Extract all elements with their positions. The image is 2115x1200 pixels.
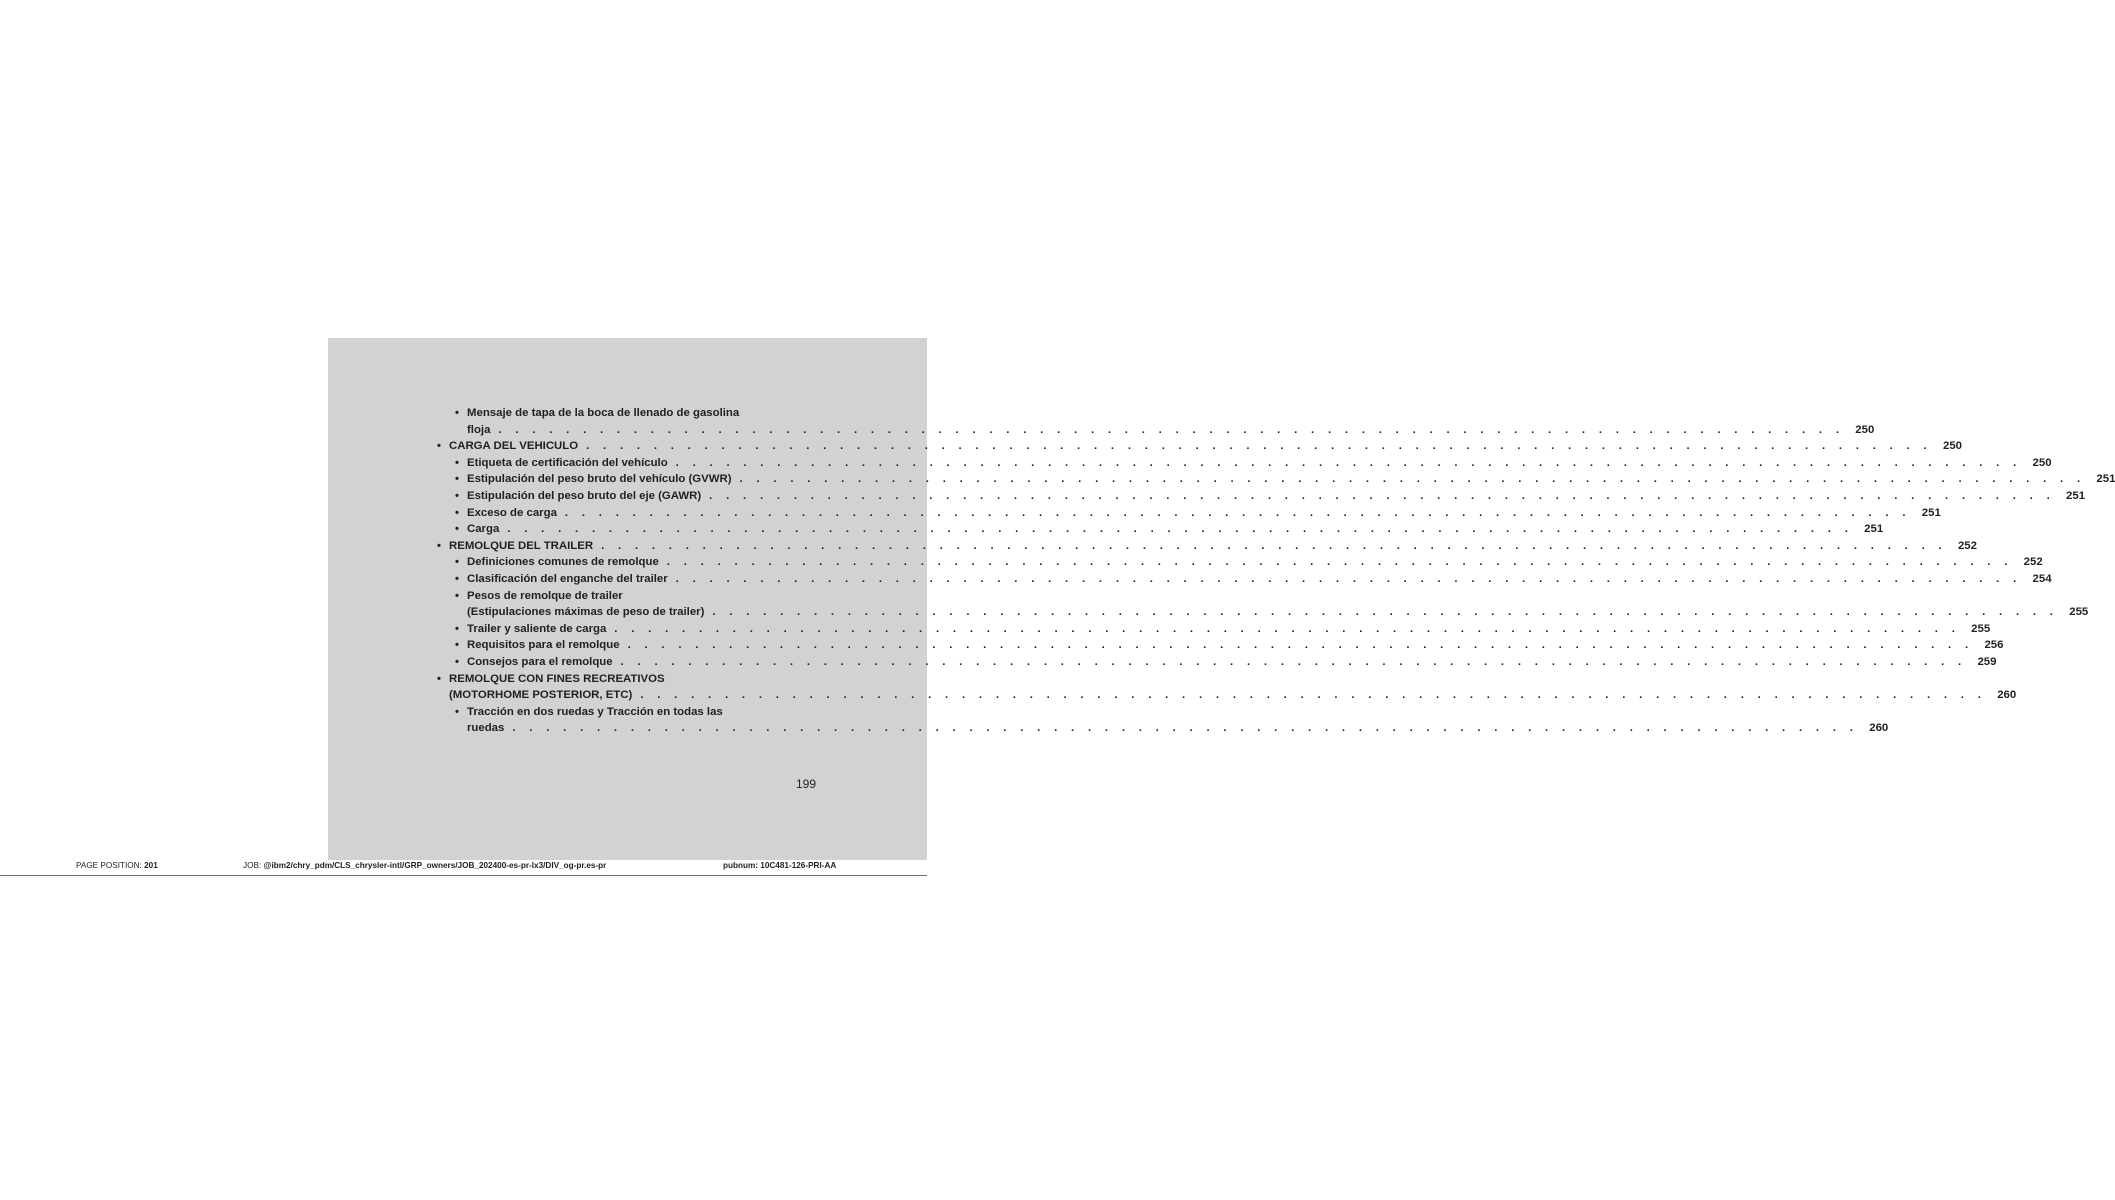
bullet-icon: • (437, 440, 441, 453)
bullet-icon: • (455, 506, 459, 519)
bullet-icon: • (455, 639, 459, 652)
toc-entry-title: Carga (467, 523, 500, 536)
toc-entry-title: Pesos de remolque de trailer (467, 589, 623, 602)
bullet-icon: • (455, 572, 459, 585)
bullet-icon: • (455, 489, 459, 502)
toc-page-number: 251 (2096, 473, 2115, 486)
toc-page-number: 252 (1957, 539, 1977, 552)
footer-job (243, 861, 606, 870)
toc-line (467, 405, 817, 422)
toc-line (467, 621, 1991, 638)
table-of-contents (437, 405, 2115, 737)
dot-leader: . . . . . . . . . . . . . . . . . . . . . . . . . . . . . . . . . . . . . . . . . . . . . . . . . . . . . . . . . . . . . . . . . . . . . . . . . . . . . . . . (666, 556, 2013, 569)
toc-line (467, 488, 2086, 505)
footer-job-value: @ibm2/chry_pdm/CLS_chrysler-intl/GRP_owners/JOB_202400-es-pr-lx3/DIV_og-pr.es-pr (263, 861, 607, 870)
toc-entry (437, 505, 1941, 522)
toc-page-number: 251 (1921, 506, 1941, 519)
toc-line (467, 554, 2043, 571)
toc-page-number: 259 (1977, 655, 1997, 668)
toc-entry (437, 637, 2004, 654)
toc-entry (437, 405, 1875, 438)
footer-pubnum (723, 861, 836, 870)
toc-line (449, 538, 1977, 555)
toc-page-number: 250 (1942, 440, 1962, 453)
toc-page-number: 260 (1869, 722, 1889, 735)
dot-leader: . . . . . . . . . . . . . . . . . . . . . . . . . . . . . . . . . . . . . . . . . . . . . . . . . . . . . . . . . . . . . . . . . . . . . . . . . . . . . . . . (614, 622, 1961, 635)
dot-leader: . . . . . . . . . . . . . . . . . . . . . . . . . . . . . . . . . . . . . . . . . . . . . . . . . . . . . . . . . . . . . . . . . . . . . . . . . . . . . . . . (512, 722, 1859, 735)
toc-entry-title: Etiqueta de certificación del vehículo (467, 456, 668, 469)
toc-entry-title: Definiciones comunes de remolque (467, 556, 659, 569)
toc-line (467, 654, 1997, 671)
bullet-icon: • (455, 473, 459, 486)
toc-page-number: 255 (1971, 622, 1991, 635)
dot-leader: . . . . . . . . . . . . . . . . . . . . . . . . . . . . . . . . . . . . . . . . . . . . . . . . . . . . . . . . . . . . . . . . . . . . . . . . . . . . . . . . (620, 655, 1967, 668)
dot-leader: . . . . . . . . . . . . . . . . . . . . . . . . . . . . . . . . . . . . . . . . . . . . . . . . . . . . . . . . . . . . . . . . . . . . . . . . . . . . . . . . (675, 456, 2022, 469)
bullet-icon: • (437, 539, 441, 552)
toc-entry (437, 438, 1962, 455)
bullet-icon: • (455, 556, 459, 569)
dot-leader: . . . . . . . . . . . . . . . . . . . . . . . . . . . . . . . . . . . . . . . . . . . . . . . . . . . . . . . . . . . . . . . . . . . . . . . . . . . . . . . . (739, 473, 2086, 486)
dot-leader: . . . . . . . . . . . . . . . . . . . . . . . . . . . . . . . . . . . . . . . . . . . . . . . . . . . . . . . . . . . . . . . . . . . . . . . . . . . . . . . . (507, 523, 1854, 536)
page-number: 199 (795, 777, 816, 791)
toc-page-number: 250 (2032, 456, 2052, 469)
dot-leader: . . . . . . . . . . . . . . . . . . . . . . . . . . . . . . . . . . . . . . . . . . . . . . . . . . . . . . . . . . . . . . . . . . . . . . . . . . . . . . . . (498, 423, 1845, 436)
toc-entry-title: Exceso de carga (467, 506, 557, 519)
toc-entry-title: ruedas (467, 722, 505, 735)
toc-entry-title: Tracción en dos ruedas y Tracción en todas las (467, 705, 723, 718)
dot-leader: . . . . . . . . . . . . . . . . . . . . . . . . . . . . . . . . . . . . . . . . . . . . . . . . . . . . . . . . . . . . . . . . . . . . . . . . . . . . . . . . (675, 572, 2022, 585)
toc-entry-title: Requisitos para el remolque (467, 639, 620, 652)
toc-entry-title: (MOTORHOME POSTERIOR, ETC) (449, 689, 633, 702)
dot-leader: . . . . . . . . . . . . . . . . . . . . . . . . . . . . . . . . . . . . . . . . . . . . . . . . . . . . . . . . . . . . . . . . . . . . . . . . . . . . . . . . (640, 689, 1987, 702)
footer-page-position (76, 861, 158, 870)
bullet-icon: • (455, 655, 459, 668)
bullet-icon: • (455, 523, 459, 536)
toc-page-number: 251 (2066, 489, 2086, 502)
toc-entry-title: floja (467, 423, 491, 436)
toc-line (467, 455, 2052, 472)
dot-leader: . . . . . . . . . . . . . . . . . . . . . . . . . . . . . . . . . . . . . . . . . . . . . . . . . . . . . . . . . . . . . . . . . . . . . . . . . . . . . . . . (712, 606, 2059, 619)
toc-line (467, 571, 2052, 588)
toc-entry-title: REMOLQUE DEL TRAILER (449, 539, 594, 552)
toc-entry (437, 455, 2052, 472)
bullet-icon: • (455, 622, 459, 635)
dot-leader: . . . . . . . . . . . . . . . . . . . . . . . . . . . . . . . . . . . . . . . . . . . . . . . . . . . . . . . . . . . . . . . . . . . . . . . . . . . . . . . . (601, 539, 1947, 552)
toc-line (467, 422, 1875, 439)
toc-entry-title: Mensaje de tapa de la boca de llenado de gasolina (467, 407, 740, 419)
bullet-icon: • (455, 589, 459, 602)
footer-pubnum-value: pubnum: 10C481-126-PRI-AA (723, 861, 837, 870)
toc-entry-title: Consejos para el remolque (467, 655, 613, 668)
footer-position-label: PAGE POSITION: (76, 861, 142, 870)
toc-line (467, 505, 1941, 522)
toc-entry-title: Trailer y saliente de carga (467, 622, 607, 635)
toc-entry-title: (Estipulaciones máximas de peso de trailer) (467, 606, 705, 619)
bullet-icon: • (455, 705, 459, 718)
dot-leader: . . . . . . . . . . . . . . . . . . . . . . . . . . . . . . . . . . . . . . . . . . . . . . . . . . . . . . . . . . . . . . . . . . . . . . . . . . . . . . . . (586, 440, 1932, 453)
toc-entry (437, 471, 2115, 488)
toc-page-number: 260 (1997, 689, 2017, 702)
bullet-icon: • (455, 407, 459, 419)
toc-entry (437, 554, 2043, 571)
footer-job-label: JOB: (243, 861, 262, 870)
toc-entry-title: Estipulación del peso bruto del eje (GAWR) (467, 489, 702, 502)
toc-line (467, 720, 1889, 737)
toc-line (467, 637, 2004, 654)
toc-line (467, 588, 817, 605)
toc-line (449, 687, 2017, 704)
toc-entry-title: Clasificación del enganche del trailer (467, 572, 668, 585)
toc-entry (437, 671, 2017, 704)
toc-page-number: 256 (1984, 639, 2004, 652)
toc-entry (437, 654, 1997, 671)
bullet-icon: • (437, 672, 441, 685)
toc-entry-title: CARGA DEL VEHICULO (449, 440, 579, 453)
toc-entry (437, 521, 1884, 538)
footer-rule (0, 875, 927, 876)
toc-line (449, 438, 1962, 455)
toc-entry (437, 488, 2086, 505)
toc-entry (437, 588, 2089, 621)
toc-line (449, 671, 817, 688)
footer-position-value: 201 (144, 861, 158, 870)
toc-page-number: 251 (1864, 523, 1884, 536)
toc-entry-title: Estipulación del peso bruto del vehículo (GVWR) (467, 473, 732, 486)
toc-line (467, 704, 817, 721)
dot-leader: . . . . . . . . . . . . . . . . . . . . . . . . . . . . . . . . . . . . . . . . . . . . . . . . . . . . . . . . . . . . . . . . . . . . . . . . . . . . . . . . (564, 506, 1911, 519)
toc-entry (437, 704, 1889, 737)
toc-page-number: 255 (2069, 606, 2089, 619)
toc-entry (437, 621, 1991, 638)
toc-entry (437, 571, 2052, 588)
toc-page-number: 254 (2032, 572, 2052, 585)
toc-entry-title: REMOLQUE CON FINES RECREATIVOS (449, 672, 665, 685)
toc-entry (437, 538, 1977, 555)
toc-page-number: 252 (2023, 556, 2043, 569)
dot-leader: . . . . . . . . . . . . . . . . . . . . . . . . . . . . . . . . . . . . . . . . . . . . . . . . . . . . . . . . . . . . . . . . . . . . . . . . . . . . . . . . (627, 639, 1974, 652)
toc-line (467, 471, 2115, 488)
toc-line (467, 521, 1884, 538)
bullet-icon: • (455, 456, 459, 469)
toc-line (467, 604, 2089, 621)
dot-leader: . . . . . . . . . . . . . . . . . . . . . . . . . . . . . . . . . . . . . . . . . . . . . . . . . . . . . . . . . . . . . . . . . . . . . . . . . . . . . . . . (709, 489, 2056, 502)
toc-page-number: 250 (1855, 423, 1875, 436)
